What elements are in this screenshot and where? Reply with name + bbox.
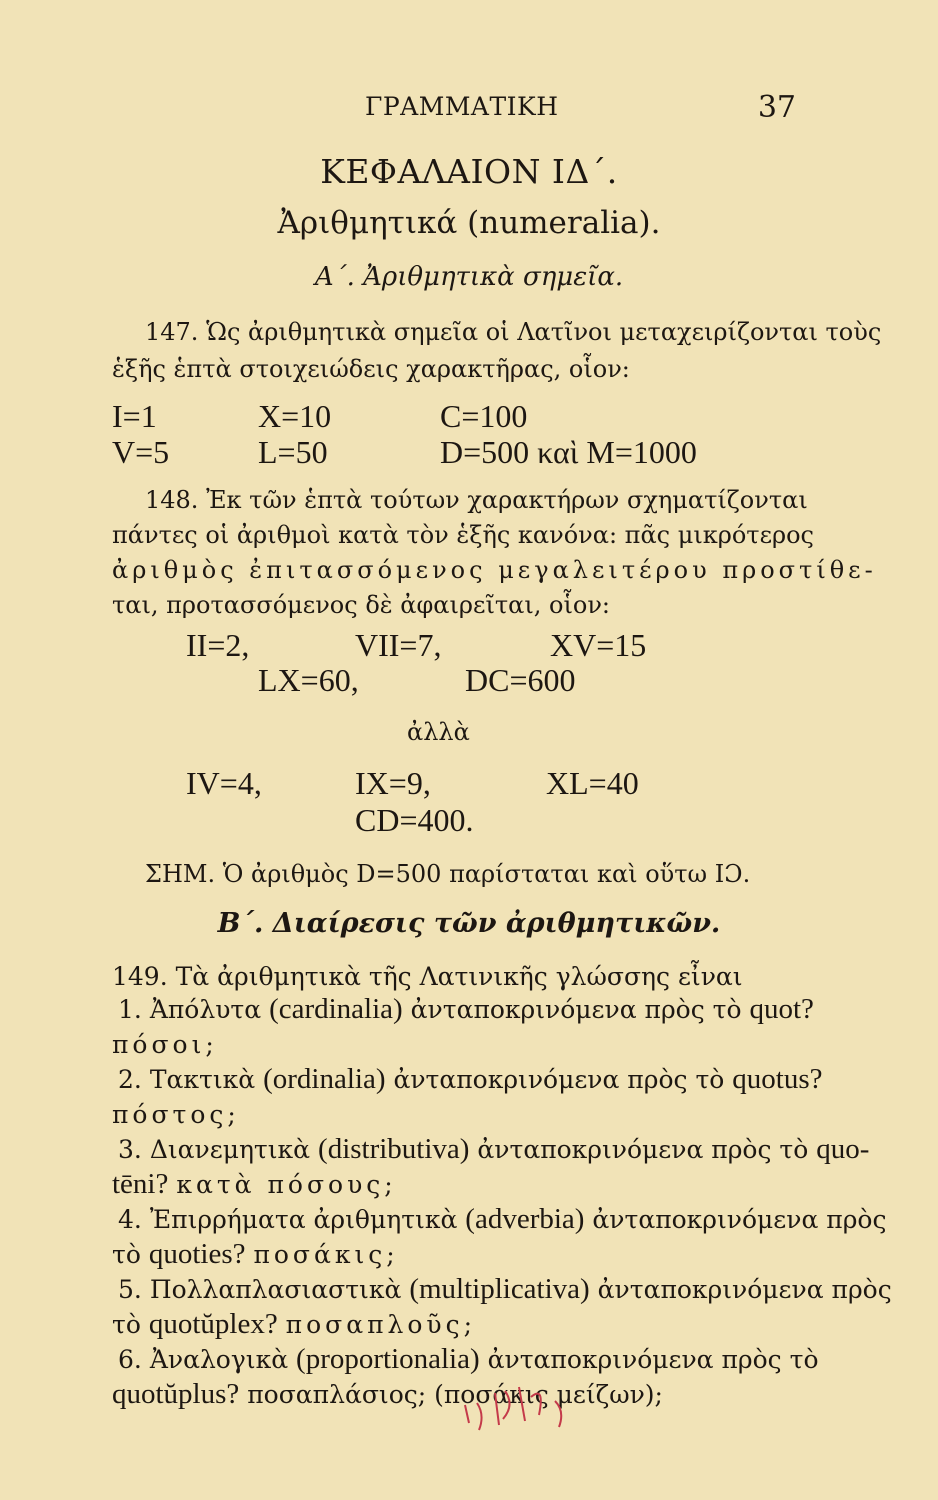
item-number: 4. xyxy=(118,1205,142,1234)
item-greek: ποσαπλάσιος; (ποσάκις μείζων); xyxy=(247,1380,663,1409)
list-item xyxy=(118,1203,886,1236)
item-name: Ἀναλογικὰ xyxy=(149,1345,289,1374)
item-latin: (proportionalia) xyxy=(296,1343,480,1375)
list-item-line2 xyxy=(112,1238,399,1271)
item-rest: ἀνταποκρινόμενα πρὸς τὸ xyxy=(410,995,742,1024)
note-line: ΣΗΜ. Ὁ ἀριθμὸς D=500 παρίσταται καὶ οὕτω IƆ. xyxy=(145,860,751,888)
item-greek: κατὰ πόσους; xyxy=(176,1170,397,1199)
list-item xyxy=(118,1343,819,1376)
numeral-l: L=50 xyxy=(258,434,328,470)
example-xv: XV=15 xyxy=(550,627,647,663)
item-greek: ποσάκις; xyxy=(253,1240,399,1269)
example-iv: IV=4, xyxy=(186,765,262,801)
item-latin: (ordinalia) xyxy=(263,1063,386,1095)
example-ix: IX=9, xyxy=(355,765,431,801)
but-word: ἀλλὰ xyxy=(407,718,470,746)
item-rest: ἀνταποκρινόμενα πρὸς xyxy=(592,1205,887,1234)
example-dc: DC=600 xyxy=(465,662,576,698)
item-latin: (multiplicativa) xyxy=(409,1273,590,1305)
item-latin-cont: quotŭplus? xyxy=(112,1378,240,1410)
item-latin: (distributiva) xyxy=(318,1133,470,1165)
item-rest: ἀνταποκρινόμενα πρὸς τὸ xyxy=(487,1345,819,1374)
item-number: 5. xyxy=(118,1275,142,1304)
example-vii: VII=7, xyxy=(355,627,442,663)
section-b-heading: Β΄. Διαίρεσις τῶν ἀριθμητικῶν. xyxy=(217,908,721,939)
handwritten-mark-icon xyxy=(455,1375,605,1455)
list-item xyxy=(118,1273,892,1306)
item-number: 3. xyxy=(118,1135,142,1164)
item-name: Ἐπιρρήματα ἀριθμητικὰ xyxy=(149,1205,458,1234)
example-cd: CD=400. xyxy=(355,802,474,838)
item-number: 6. xyxy=(118,1345,142,1374)
item-latin: (cardinalia) xyxy=(269,993,403,1025)
list-item-line2: πόσοι; xyxy=(112,1030,218,1059)
item-name: Διανεμητικὰ xyxy=(149,1135,311,1164)
section-a-heading: Α΄. Ἀριθμητικὰ σημεῖα. xyxy=(314,262,624,292)
para-149-intro: 149. Τὰ ἀριθμητικὰ τῆς Λατινικῆς γλώσσης εἶναι xyxy=(112,962,743,991)
numeral-i: I=1 xyxy=(112,398,157,434)
item-number: 1. xyxy=(118,995,142,1024)
item-word: quo- xyxy=(816,1133,870,1165)
para-147-line2: ἑξῆς ἑπτὰ στοιχειώδεις χαρακτῆρας, οἷον: xyxy=(112,355,630,383)
para-147-line1: 147. Ὡς ἀριθμητικὰ σημεῖα οἱ Λατῖνοι μεταχειρίζονται τοὺς xyxy=(145,318,882,346)
chapter-subtitle: Ἀριθμητικά (numeralia). xyxy=(277,205,661,241)
numeral-d-m: D=500 καὶ M=1000 xyxy=(440,434,697,470)
item-rest: ἀνταποκρινόμενα πρὸς τὸ xyxy=(393,1065,725,1094)
chapter-title: ΚΕΦΑΛΑΙΟΝ ΙΔ΄. xyxy=(320,152,618,191)
example-xl: XL=40 xyxy=(546,765,639,801)
para-148-line4: ται, προτασσόμενος δὲ ἀφαιρεῖται, οἷον: xyxy=(112,591,610,619)
item-name: Ἀπόλυτα xyxy=(149,995,262,1024)
list-item xyxy=(118,993,814,1026)
numeral-c: C=100 xyxy=(440,398,528,434)
list-item-line2: πόστος; xyxy=(112,1100,240,1129)
numeral-v: V=5 xyxy=(112,434,170,470)
list-item xyxy=(118,1063,823,1096)
list-item-line2 xyxy=(112,1308,476,1341)
para-148-line1: 148. Ἐκ τῶν ἑπτὰ τούτων χαρακτήρων σχηματίζονται xyxy=(145,486,808,514)
item-latin: (adverbia) xyxy=(465,1203,585,1235)
numeral-x: X=10 xyxy=(258,398,332,434)
para-148-line3: ἀριθμὸς ἐπιτασσόμενος μεγαλειτέρου προστίθε- xyxy=(112,556,877,584)
example-ii: II=2, xyxy=(186,627,250,663)
item-prefix: τὸ xyxy=(112,1310,141,1339)
item-latin-cont: quotŭplex? xyxy=(148,1308,278,1340)
list-item-line2 xyxy=(112,1168,397,1201)
page-number: 37 xyxy=(757,90,796,125)
item-rest: ἀνταποκρινόμενα πρὸς xyxy=(597,1275,892,1304)
example-lx: LX=60, xyxy=(258,662,359,698)
list-item xyxy=(118,1133,869,1166)
item-word: quotus? xyxy=(732,1063,823,1095)
item-greek: ποσαπλοῦς; xyxy=(285,1310,477,1339)
item-latin-cont: tēni? xyxy=(112,1168,169,1200)
item-latin-cont: quoties? xyxy=(148,1238,246,1270)
item-number: 2. xyxy=(118,1065,142,1094)
para-148-line2: πάντες οἱ ἀριθμοὶ κατὰ τὸν ἑξῆς κανόνα: πᾶς μικρότερος xyxy=(112,521,814,549)
item-name: Τακτικὰ xyxy=(149,1065,256,1094)
item-name: Πολλαπλασιαστικὰ xyxy=(149,1275,402,1304)
item-rest: ἀνταποκρινόμενα πρὸς τὸ xyxy=(477,1135,809,1164)
item-prefix: τὸ xyxy=(112,1240,141,1269)
running-title: ΓΡΑΜΜΑΤΙΚΗ xyxy=(365,92,559,121)
item-word: quot? xyxy=(749,993,814,1025)
